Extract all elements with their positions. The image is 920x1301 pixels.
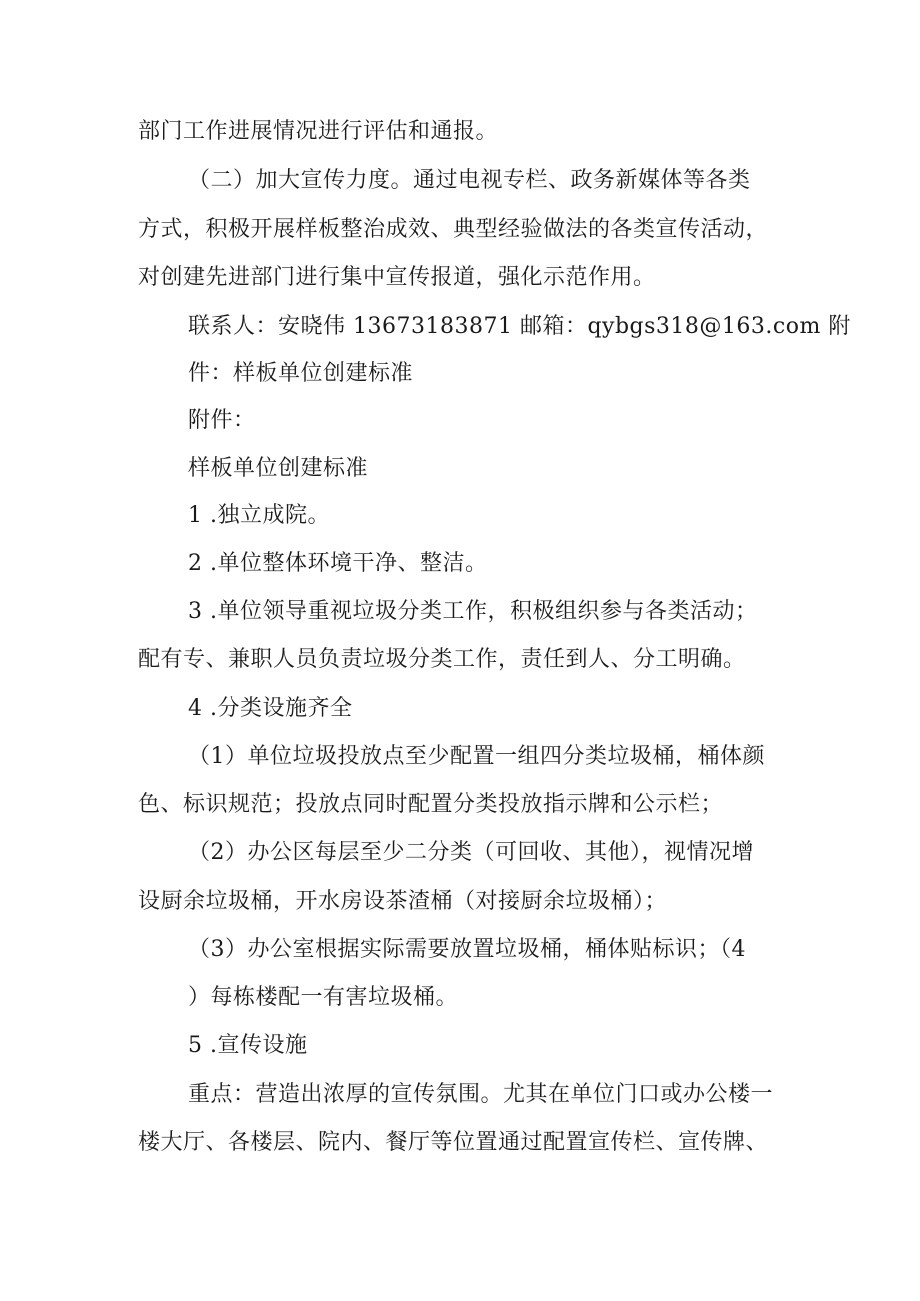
attachment-label: 附件： bbox=[188, 408, 256, 433]
text-line-6: 件：样板单位创建标准 bbox=[188, 361, 414, 386]
key-point-cont: 楼大厅、各楼层、院内、餐厅等位置通过配置宣传栏、宣传牌、 bbox=[138, 1130, 769, 1155]
subitem-4: ）每栋楼配一有害垃圾桶。 bbox=[188, 985, 459, 1010]
attachment-title: 样板单位创建标准 bbox=[188, 456, 369, 481]
key-point: 重点：营造出浓厚的宣传氛围。尤其在单位门口或办公楼一 bbox=[188, 1082, 774, 1107]
text-line-2: （二）加大宣传力度。通过电视专栏、政务新媒体等各类 bbox=[188, 168, 751, 193]
text-line-3: 方式，积极开展样板整治成效、典型经验做法的各类宣传活动， bbox=[138, 217, 769, 242]
item-2: 2 .单位整体环境干净、整洁。 bbox=[188, 551, 488, 576]
item-4: 4 .分类设施齐全 bbox=[188, 696, 353, 721]
item-3: 3 .单位领导重视垃圾分类工作，积极组织参与各类活动； bbox=[188, 599, 758, 624]
item-5: 5 .宣传设施 bbox=[188, 1033, 308, 1058]
subitem-1-cont: 色、标识规范；投放点同时配置分类投放指示牌和公示栏； bbox=[138, 792, 724, 817]
text-line-4: 对创建先进部门进行集中宣传报道，强化示范作用。 bbox=[138, 265, 656, 290]
subitem-1: （1）单位垃圾投放点至少配置一组四分类垃圾桶，桶体颜 bbox=[188, 744, 765, 769]
subitem-2: （2）办公区每层至少二分类（可回收、其他），视情况增 bbox=[188, 840, 754, 865]
subitem-2-cont: 设厨余垃圾桶，开水房设茶渣桶（对接厨余垃圾桶）； bbox=[138, 889, 668, 914]
item-1: 1 .独立成院。 bbox=[188, 503, 330, 528]
subitem-3: （3）办公室根据实际需要放置垃圾桶，桶体贴标识；（4 bbox=[188, 937, 746, 962]
item-3-cont: 配有专、兼职人员负责垃圾分类工作，责任到人、分工明确。 bbox=[138, 647, 746, 672]
contact-line: 联系人：安晓伟 13673183871 邮箱：qybgs318@163.com 附 bbox=[188, 314, 851, 339]
text-line-1: 部门工作进展情况进行评估和通报。 bbox=[138, 119, 499, 144]
